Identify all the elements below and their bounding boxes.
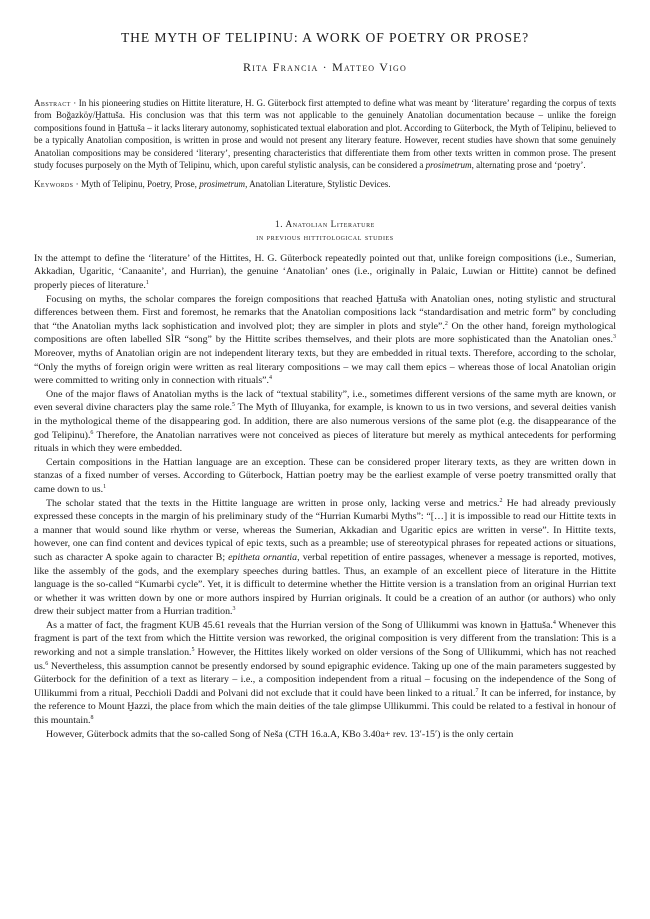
paragraph-text: However, Güterbock admits that the so-called Song of Neša (CTH 16.a.A, KBo 3.40a+ rev. 13′-15′) is the only certain [46,728,514,740]
abstract-separator: · [70,98,79,108]
footnote-ref[interactable]: 3 [232,606,236,613]
footnote-ref[interactable]: 6 [90,429,94,436]
section-heading-line1: 1. Anatolian Literature [275,218,375,229]
footnote-ref[interactable]: 1 [145,280,149,287]
footnote-ref[interactable]: 3 [613,334,616,341]
paragraph-text: Moreover, myths of Anatolian origin are not independent literary texts, but they are embedded in ritual texts. Therefore, according to the scholar, “Only the myths of foreign origin were written as real literary compositions – we may call them epics – whereas those of local Anatolian origin were committed to writing only in connection with rituals”. [34,348,616,387]
body-paragraph-4 [34,456,616,497]
body-paragraph-5 [34,497,616,619]
keywords-italic-term: prosimetrum [199,179,246,190]
footnote-ref[interactable]: 6 [45,660,49,667]
paragraph-text: On the other hand, foreign mythological compositions are often labelled SÌR “song” by the Hittite scribes themselves, and their plots are more sophisticated than the Anatolian ones. [34,320,616,346]
abstract-italic-term: prosimetrum [425,160,472,171]
article-page [34,30,616,741]
section-heading-line2: in previous hittitological studies [256,231,394,242]
paragraph-text: Focusing on myths, the scholar compares the foreign compositions that reached Ḫattuša with Anatolian ones, noting stylistic and structural differences between them. First and foremost, he remarks that the Anatolian compositions lack “standardisation and metric form” by concluding that “the Anatolian myths lack sophistication and involved plot; they are simpler in plots and style”. [34,293,616,332]
abstract [34,97,616,171]
footnote-ref[interactable]: 1 [103,483,107,490]
body-paragraph-1 [34,252,616,293]
footnote-ref[interactable]: 5 [191,647,195,654]
paragraph-text: The scholar stated that the texts in the Hittite language are written in prose only, lacking verse and metrics. [46,497,500,509]
abstract-label: Abstract [34,98,71,108]
paragraph-text: Whenever this fragment is part of the text from which the Hittite version was reworked, the original composition is very different from the translation: This is a reworking and not a simple translation. [34,619,616,659]
body-paragraph-7 [34,728,616,742]
body-paragraph-6 [34,619,616,728]
footnote-ref[interactable]: 7 [475,687,479,694]
footnote-ref[interactable]: 4 [552,619,556,626]
keywords-label: Keywords [34,179,74,190]
footnote-ref[interactable]: 2 [444,320,448,327]
italic-term: epitheta ornantia [228,551,298,563]
keywords-text-end: , Anatolian Literature, Stylistic Devices. [245,179,391,190]
paragraph-text: As a matter of fact, the fragment KUB 45.61 reveals that the Hurrian version of the Song of Ullikummi was known in Ḫattuša. [46,619,553,631]
keywords-text: Myth of Telipinu, Poetry, Prose, [80,179,200,190]
keywords [34,178,616,190]
paragraph-text: It can be inferred, for instance, by the reference to Mount Ḫazzi, the place from which the main deities of the tale glimpse Ullikummi. This could be related to a festival in honour of this mountain. [34,687,616,727]
footnote-ref[interactable]: 8 [90,715,94,722]
paragraph-lead-word: In [34,252,43,264]
paragraph-text: Certain compositions in the Hattian language are an exception. These can be considered proper literary texts, as they are written down in stanzas of a fixed number of verses. According to Güterbock, Hattian poetry may be the earliest example of verse poetry transmitted orally that came down to us. [34,456,616,495]
footnote-ref[interactable]: 2 [499,497,503,504]
section-heading [34,218,616,244]
article-title: THE MYTH OF TELIPINU: A WORK OF POETRY OR PROSE? [120,30,530,45]
paragraph-text: Therefore, the Anatolian narratives were not conceived as pieces of literature but merely as mythical antecedents for performing rituals in which they were embedded. [34,429,616,455]
article-authors: Rita Francia · Matteo Vigo [243,60,407,74]
footnote-ref[interactable]: 5 [232,402,236,409]
paragraph-text: He had already previously expressed these concepts in the margin of his preliminary study of the “Hurrian Kumarbi Myths”: “[…] it is impossible to read our Hittite texts in a manner that would sound like rhythm or verse, whereas the Sumerian, Akkadian and Ugaritic epics are written in verse”. In Hittite texts, however, one can find content and devices typical of epic texts, such as a preamble; use of stereotypical phrases for repeated actions or situations, such as character A spoke again to character B; [34,497,616,563]
paragraph-text: However, the Hittites likely worked on older versions of the Song of Ullikummi, which has not reached us. [34,647,616,672]
abstract-text: In his pioneering studies on Hittite literature, H. G. Güterbock first attempted to define what was meant by ‘literature’ regarding the corpus of texts from Boğazköy/Ḫattuša. His conclusion was that this term was not applicable to the genuinely Anatolian documentation because – unlike the foreign compositions found in Ḫattuša – it lacks literary autonomy, sophisticated textual elaboration and plot. According to Güterbock, the Myth of Telipinu, believed to be a typically Anatolian composition, is written in prose and would not present any literary feature. However, recent studies have shown that some genuinely Anatolian compositions may be considered ‘literary’, presenting characteristics that differentiate them from other texts written in common prose. The present study focuses purposely on the Myth of Telipinu, which, upon careful stylistic analysis, can be considered a [34,98,616,171]
footnote-ref[interactable]: 4 [269,375,273,382]
body-paragraph-3 [34,388,616,456]
paragraph-text: One of the major flaws of Anatolian myths is the lack of “textual stability”, i.e., sometimes different versions of the same myth are known, or even several divine characters play the same role. [34,388,616,414]
body-paragraph-2 [34,293,616,388]
keywords-separator: · [73,179,81,190]
paragraph-text: Nevertheless, this assumption cannot be presently endorsed by sound epigraphic evidence. Taking up one of the main parameters suggested by Güterbock for the definition of a text as literary – i.e., a composition independent from a ritual – focusing on the independence of the Song of Ullikummi from a ritual, Pecchioli Daddi and Polvani did not exclude that it could have been linked to a ritual. [34,660,616,699]
paragraph-text: The Myth of Illuyanka, for example, is known to us in two versions, and several deities vanish in the mythological theme of the disappearing god. In addition, there are also numerous versions of the same plot (e.g. the disappearance of the god Telipinu). [34,402,617,441]
paragraph-text: , verbal repetition of entire passages, whenever a message is reported, motives, like the assembly of the gods, and the exemplary speeches during battles. Thus, an example of an excellent piece of literature in the Hittite language is the so-called “Kumarbi cycle”. Yet, it is difficult to determine whether the Hittite version is a translation from an original Hurrian text or whether it was written down by one or more authors inspired by Hurrian originals. It could be a creation of an author (or authors) who only drew their subject matter from a Hurrian tradition. [34,551,616,618]
abstract-text-end: , alternating prose and ‘poetry’. [471,160,586,171]
paragraph-text: the attempt to define the ‘literature’ of the Hittites, H. G. Güterbock repeatedly pointed out that, unlike foreign compositions (i.e., Sumerian, Akkadian, Ugaritic, ‘Canaanite’, and Hurrian), the genuine ‘Anatolian’ ones (i.e., originally in Palaic, Luwian or Hittite) cannot be defined properly pieces of literature. [34,252,616,292]
